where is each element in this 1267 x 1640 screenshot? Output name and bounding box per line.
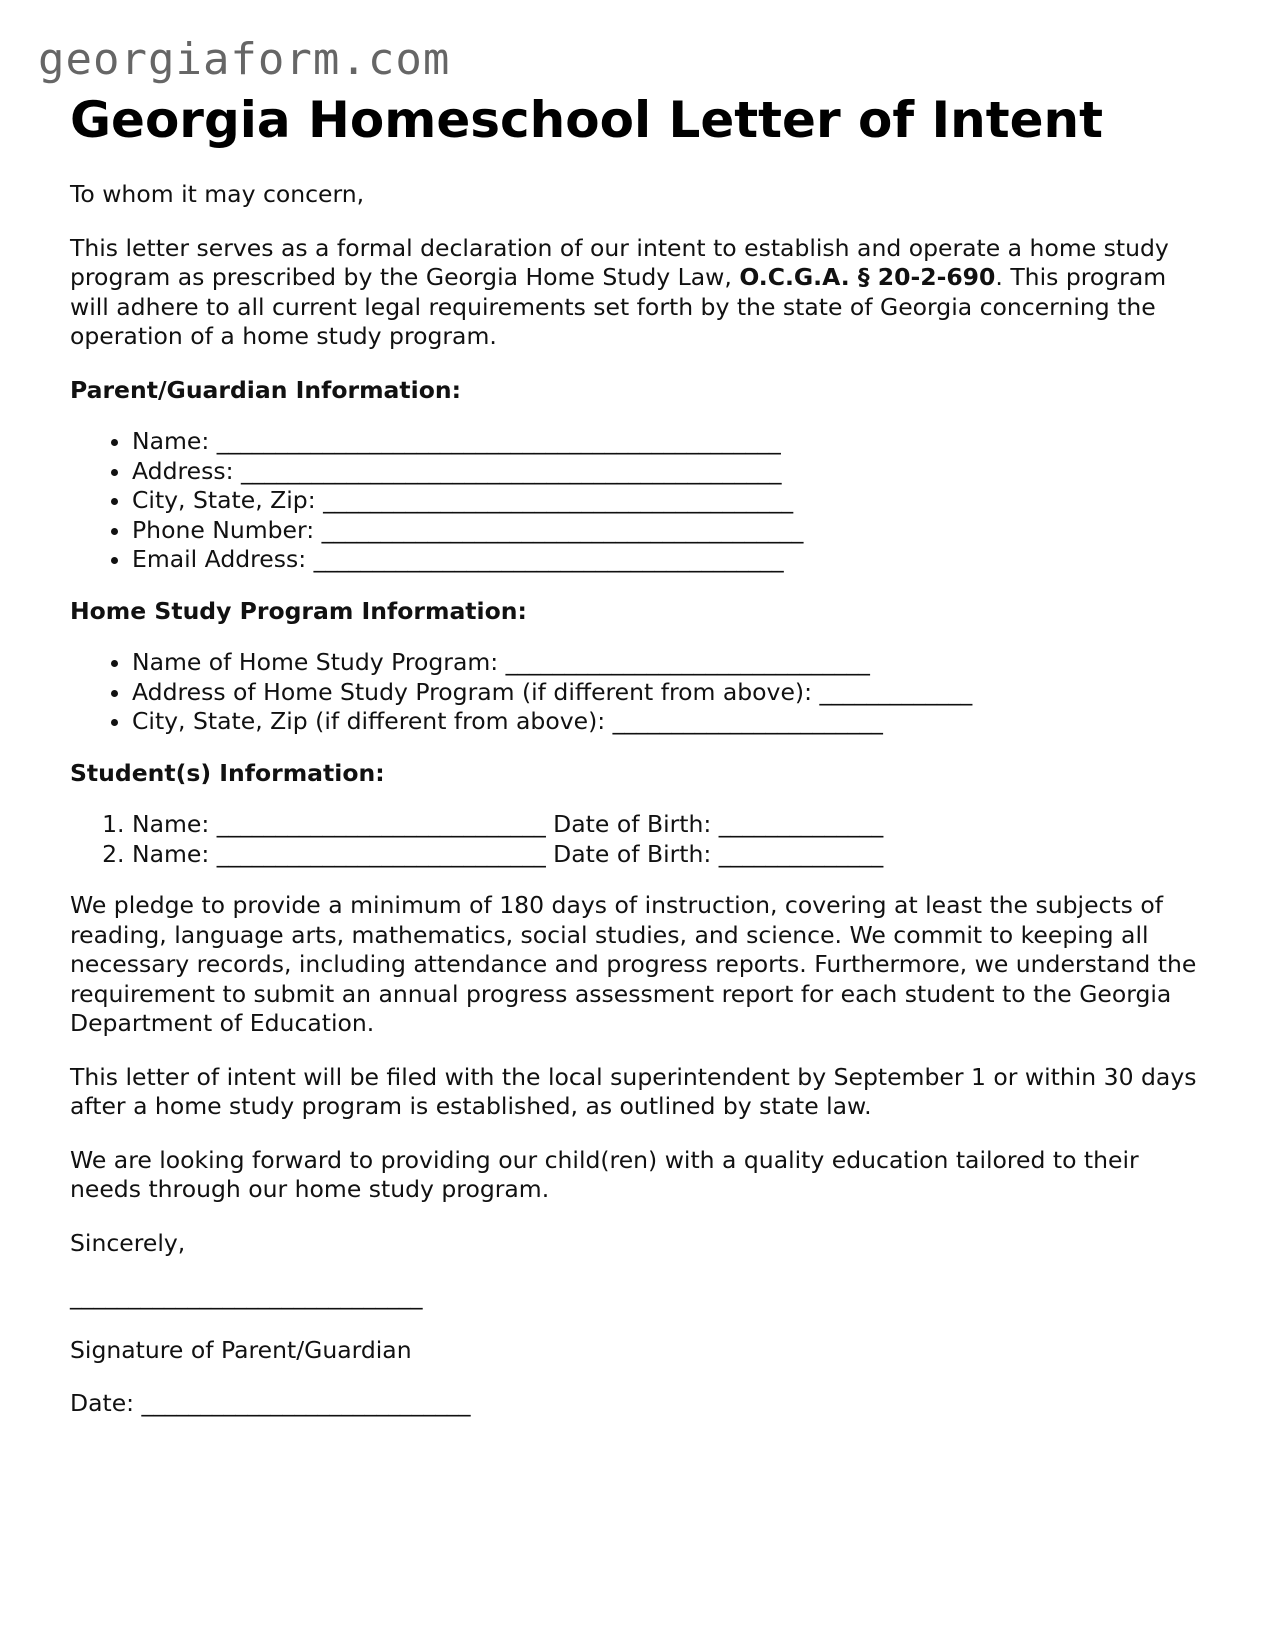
closing-paragraph: We are looking forward to providing our child(ren) with a quality education tailored to their needs through our home study program. xyxy=(70,1145,1139,1203)
intro-text-end: . This program will adhere to all current legal requirements set forth by the state of Georgia concerning the operation of a home study program. xyxy=(70,263,1167,350)
filing-paragraph: This letter of intent will be filed with the local superintendent by September 1 or within 30 days after a home study program is established, as outlined by state law. xyxy=(70,1062,1197,1120)
watermark-text: georgiaform.com xyxy=(38,34,451,85)
students-section-heading: Student(s) Information: xyxy=(70,758,385,787)
parent-name-field: • Name: ________________________________________________ xyxy=(132,427,1210,457)
student-1-field: 1. Name: ____________________________ Date of Birth: ______________ xyxy=(132,810,1210,840)
sincerely-text: Sincerely, xyxy=(70,1228,186,1257)
parent-phone-field: • Phone Number: _________________________________________ xyxy=(132,516,1210,546)
parent-info-list xyxy=(70,427,1210,575)
parent-city-state-zip-field: • City, State, Zip: ________________________________________ xyxy=(132,486,1210,516)
parent-section-heading: Parent/Guardian Information: xyxy=(70,375,461,404)
program-info-list xyxy=(70,648,1210,737)
program-city-state-zip-field: • City, State, Zip (if different from above): _______________________ xyxy=(132,707,1210,737)
program-section-heading: Home Study Program Information: xyxy=(70,596,527,625)
students-info-list xyxy=(70,810,1210,869)
letter-document xyxy=(70,90,1210,1443)
program-name-field: • Name of Home Study Program: _______________________________ xyxy=(132,648,1210,678)
parent-email-field: • Email Address: ________________________________________ xyxy=(132,545,1210,575)
intro-paragraph xyxy=(70,234,1210,352)
signature-line: ______________________________ xyxy=(70,1282,423,1310)
program-address-field: • Address of Home Study Program (if different from above): _____________ xyxy=(132,678,1210,708)
parent-address-field: • Address: ______________________________________________ xyxy=(132,457,1210,487)
law-citation: O.C.G.A. § 20-2-690 xyxy=(739,263,996,291)
document-title: Georgia Homeschool Letter of Intent xyxy=(70,91,1104,149)
salutation: To whom it may concern, xyxy=(70,180,365,208)
pledge-paragraph: We pledge to provide a minimum of 180 days of instruction, covering at least the subjects of reading, language arts, mathematics, social studies, and science. We commit to keeping all necessary records, including attendance and progress reports. Furthermore, we understand the requirement to submit an annual progress assessment report for each student to the Georgia Department of Education. xyxy=(70,891,1197,1037)
date-field: Date: ____________________________ xyxy=(70,1389,471,1417)
intro-text-start: This letter serves as a formal declaration of our intent to establish and operate a home study program as prescribed by the Georgia Home Study Law, xyxy=(70,233,1169,291)
signature-label: Signature of Parent/Guardian xyxy=(70,1335,412,1364)
student-2-field: 2. Name: ____________________________ Date of Birth: ______________ xyxy=(132,840,1210,870)
